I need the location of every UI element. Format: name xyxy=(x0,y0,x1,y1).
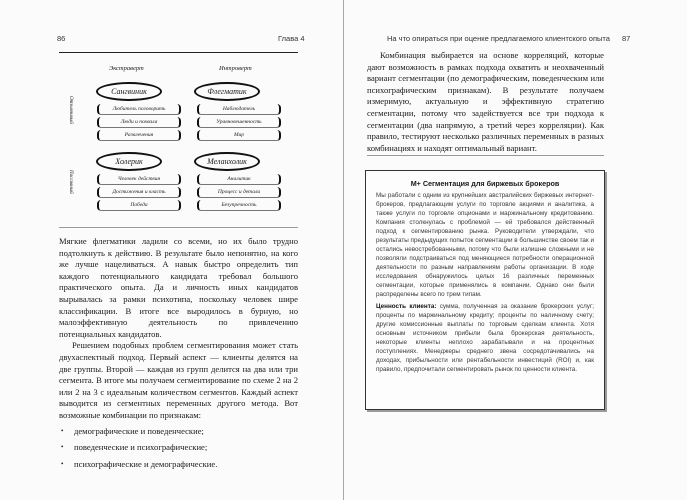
paragraph: Решением подобных проблем сегментирования может стать двухаспектный подход. Первый аспект — клиенты делятся на две группы. Второй — каждая из групп делится на два или три сегмента. В итоге мы получаем сегментирование по схеме 2 на 2 или 2 на 3 с идеальным количеством сегментов. Каждый аспект выводится из сегментных переменных другого метода. Вот возможные комбинации по признакам: xyxy=(59,340,298,420)
term-label: Ценность клиента: xyxy=(376,303,437,310)
term-definition: сумма, полученная за оказание брокерских услуг; проценты по маржинальному кредиту; проценты по наличному счету; другие комиссионные выплаты по торговым сделкам клиента. Хотя основным источником прибыли была брокерская деятельность, некоторые клиенты неплохо зарабатывали и на процентных поступлениях. Менеджеры среднего звена сосредотачивались на доходах, прибыльности или рентабельности инвестиций (ROI) и, как правило, предпочитали сегментировать рынок по ценности клиента. xyxy=(376,303,595,373)
row-label-passive: Пассивный xyxy=(68,170,73,194)
trait: Процесс и детали xyxy=(197,187,281,198)
case-study-text xyxy=(366,191,604,374)
trait: Люди и похвала xyxy=(97,117,181,128)
right-page xyxy=(344,0,687,500)
paragraph: Мы работали с одним из крупнейших австралийских биржевых интернет-брокеров, предлагающим услуги по торговле акциями и аналитика, а также услуги по торговле опционами и маржинальному кредитованию. Компания столкнулась с проблемой — ей требовался действенный подход к сегментированию рынка. Руководители утверждали, что результаты предыдущих попыток сегментации в большинстве своем так и остались невостребованными, потому что были излишне сложными и не позволяли подстраиваться под меняющиеся потребности операционной деятельности по разным направлениям работы организации. В ходе исследования обнаружилось целых 16 различных переменных сегментации, которые применялись в компании. Однако они были распределены всего по трем типам. xyxy=(376,192,594,298)
diagram-rule xyxy=(59,227,298,228)
case-study-box xyxy=(365,170,605,410)
paragraph: Мягкие флегматики ладили со всеми, но их было трудно подтолкнуть к действию. В результате было непонятно, на кого же лучше нацеливаться. А навык быстро определить тип каждого потенциального кандидата требовал большого практического опыта. Да и личность иных кандидатов вырывалась за рамки психотипа, поскольку человек шире классификации. В итоге все выродилось в бурную, но малоэффективную деятельность по привлечению потенциальных кандидатов. xyxy=(59,236,298,339)
paragraph xyxy=(376,302,594,374)
header-rule xyxy=(59,52,298,53)
left-body-text xyxy=(59,236,298,475)
trait: Любитель поговорить xyxy=(97,104,181,115)
column-label-extravert: Экстраверт xyxy=(109,65,144,72)
case-study-title: M+ Сегментация для биржевых брокеров xyxy=(410,179,560,188)
page-number: 86 xyxy=(57,34,66,43)
combination-list xyxy=(59,426,298,471)
column-label-introvert: Интроверт xyxy=(219,65,252,72)
paragraph: Комбинация выбирается на основе корреляций, которые дают возможность в рамках подхода охватить и неохваченный вариант сегментации (по демографическим, поведенческим или психографическим признакам). В результате получаем измеримую, актуальную и эффективную стратегию сегментации, потому что задействуется все три подхода к сегментации (два напрямую, а третий через корреляции). Как правило, тестируют несколько различных переменных в разных комбинациях и находят оптимальный вариант. xyxy=(367,50,604,153)
trait: Аналитик xyxy=(197,174,281,185)
trait: Достижения и власть xyxy=(97,187,181,198)
trait: Победа xyxy=(97,200,181,211)
trait: Человек действия xyxy=(97,174,181,185)
type-oval-melancholic: Меланхолик xyxy=(194,152,260,171)
temperament-diagram xyxy=(59,58,299,228)
trait: Развлечения xyxy=(97,130,181,141)
type-oval-phlegmatic: Флегматик xyxy=(194,82,260,101)
list-item: • демографические и поведенческие; xyxy=(59,426,298,438)
row-label-responsive: Отзывчивый xyxy=(68,96,73,124)
chapter-label: Глава 4 xyxy=(278,34,305,43)
left-page xyxy=(0,0,343,500)
list-item: • поведенческие и психографические; xyxy=(59,442,298,454)
list-item: • психографические и демографические. xyxy=(59,459,298,471)
trait: Уравновешенность xyxy=(197,117,281,128)
type-oval-choleric: Холерик xyxy=(96,152,162,171)
type-oval-sanguine: Сангвиник xyxy=(96,82,162,101)
running-title: На что опираться при оценке предлагаемого клиентского опыта xyxy=(387,34,610,43)
page-number: 87 xyxy=(622,34,631,43)
trait: Мир xyxy=(197,130,281,141)
section-rule xyxy=(367,155,604,156)
trait: Безупречность xyxy=(197,200,281,211)
right-body-text xyxy=(367,50,604,154)
trait: Наблюдатель xyxy=(197,104,281,115)
